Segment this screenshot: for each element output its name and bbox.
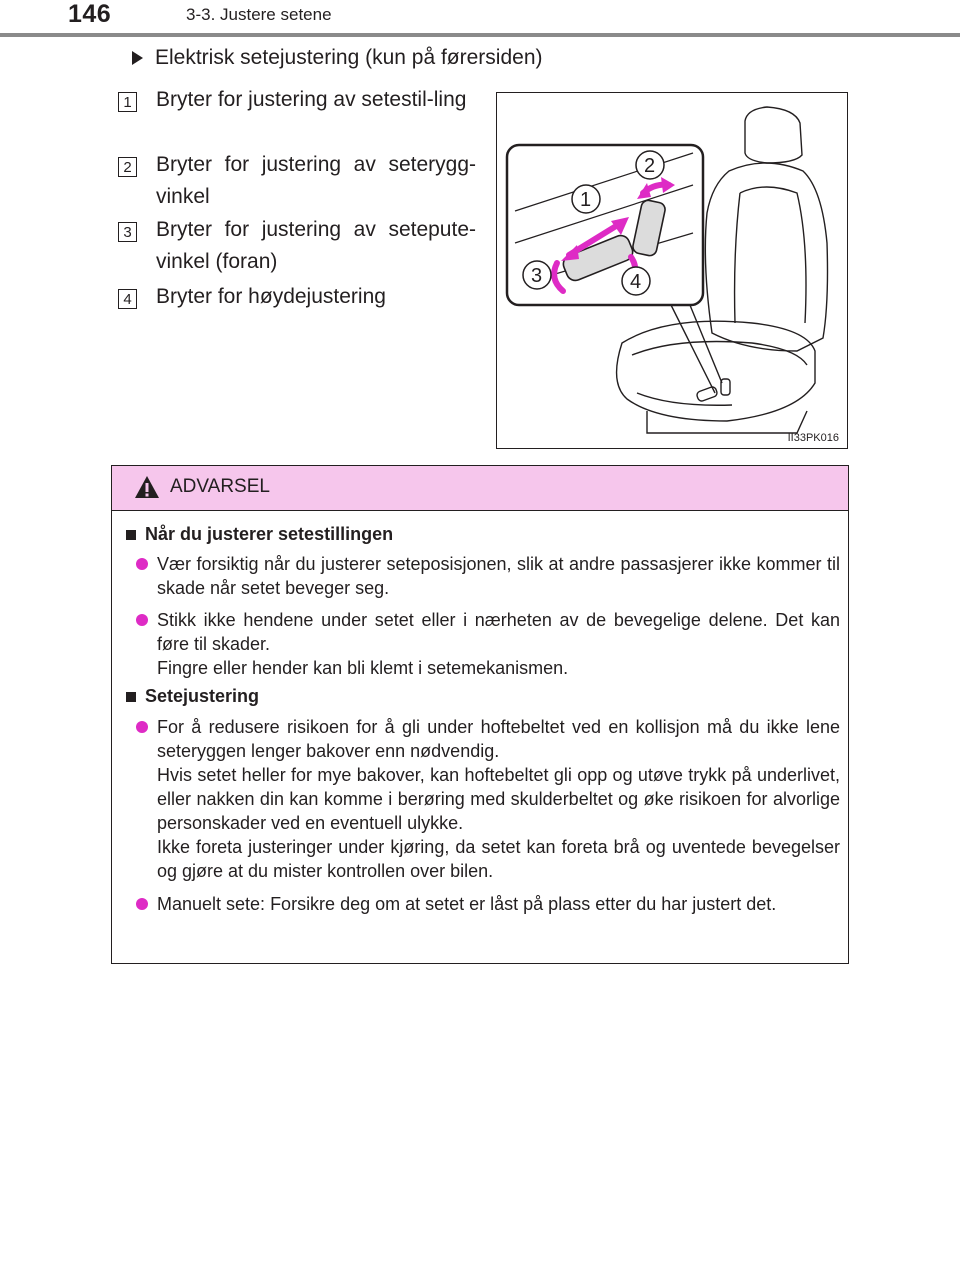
bullet-dot-icon bbox=[136, 614, 148, 626]
callout-1: 1 bbox=[580, 189, 592, 211]
warning-subheading bbox=[126, 686, 259, 707]
bullet-dot-icon bbox=[136, 898, 148, 910]
square-bullet-icon bbox=[126, 530, 136, 540]
bullet-paragraph: Fingre eller hender kan bli klemt i setemekanismen. bbox=[157, 658, 569, 678]
triangle-marker-icon bbox=[132, 51, 143, 65]
item-number-badge: 1 bbox=[118, 92, 137, 112]
bullet-paragraph: For å redusere risikoen for å gli under hoftebeltet ved en kollisjon må du ikke lene seteryggen lenger bakover enn nødvendig. bbox=[157, 717, 840, 761]
item-number-badge: 3 bbox=[118, 222, 137, 242]
callout-4: 4 bbox=[630, 271, 642, 293]
bullet-dot-icon bbox=[136, 721, 148, 733]
seat-illustration-figure bbox=[496, 92, 848, 449]
warning-header bbox=[112, 466, 848, 511]
header-divider bbox=[0, 33, 960, 37]
bullet-paragraph: Vær forsiktig når du justerer seteposisjonen, slik at andre passasjerer ikke kommer til skade når setet beveger seg. bbox=[157, 554, 840, 598]
item-text: Bryter for justering av setestil-ling bbox=[156, 88, 467, 111]
warning-bullet bbox=[136, 552, 840, 600]
bullet-dot-icon bbox=[136, 558, 148, 570]
section-title: 3-3. Justere setene bbox=[186, 5, 332, 24]
page-header bbox=[0, 0, 960, 32]
item-text: Bryter for justering av setepute-vinkel (foran) bbox=[156, 218, 476, 273]
warning-bullet bbox=[136, 608, 840, 680]
warning-bullet bbox=[136, 715, 840, 883]
square-bullet-icon bbox=[126, 692, 136, 702]
warning-subheading bbox=[126, 524, 393, 545]
bullet-paragraph: Hvis setet heller for mye bakover, kan hoftebeltet gli opp og utøve trykk på underlivet, eller nakken din kan komme i berøring med skulderbeltet og øke risikoen for alvorlige personskader ved en eventuell ulykke. bbox=[157, 765, 840, 833]
item-number-badge: 2 bbox=[118, 157, 137, 177]
item-text: Bryter for høydejustering bbox=[156, 285, 386, 308]
callout-2: 2 bbox=[644, 155, 656, 177]
figure-code: II33PK016 bbox=[787, 432, 839, 444]
page-number: 146 bbox=[68, 0, 112, 28]
subheading-text: Når du justerer setestillingen bbox=[145, 524, 394, 544]
item-text: Bryter for justering av seterygg-vinkel bbox=[156, 153, 476, 208]
bullet-paragraph: Manuelt sete: Forsikre deg om at setet er låst på plass etter du har justert det. bbox=[157, 894, 777, 914]
heading-text: Elektrisk setejustering (kun på førersiden) bbox=[155, 46, 543, 69]
warning-box bbox=[111, 465, 849, 964]
item-number-badge: 4 bbox=[118, 289, 137, 309]
warning-triangle-icon bbox=[134, 475, 160, 499]
warning-title: ADVARSEL bbox=[170, 476, 270, 497]
callout-3: 3 bbox=[531, 265, 543, 287]
subsection-heading bbox=[132, 46, 543, 70]
subheading-text: Setejustering bbox=[145, 686, 260, 706]
bullet-paragraph: Stikk ikke hendene under setet eller i nærheten av de bevegelige delene. Det kan føre til skader. bbox=[157, 610, 840, 654]
warning-bullet bbox=[136, 892, 840, 916]
seat-illustration bbox=[497, 93, 847, 448]
bullet-paragraph: Ikke foreta justeringer under kjøring, da setet kan foreta brå og uventede bevegelser og gjøre at du mister kontrollen over bilen. bbox=[157, 837, 840, 881]
